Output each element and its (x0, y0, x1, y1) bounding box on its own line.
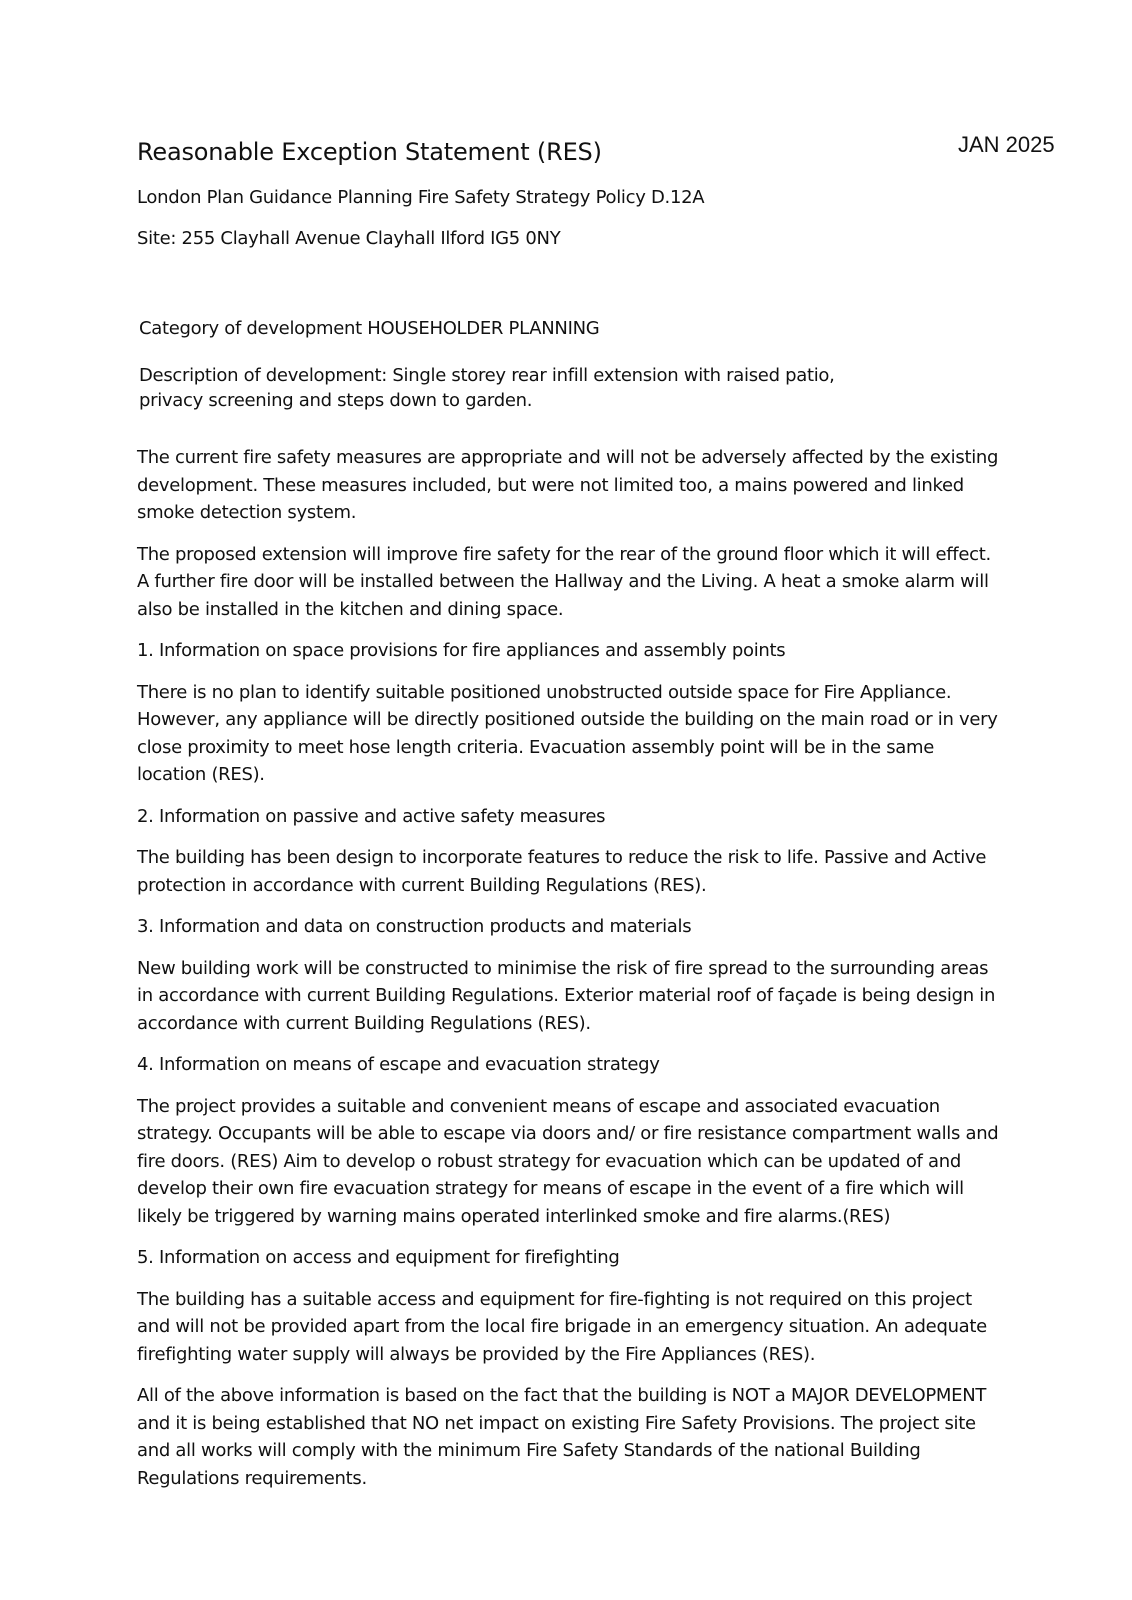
section-heading-5: 5. Information on access and equipment for firefighting (137, 1247, 620, 1268)
section-heading-2: 2. Information on passive and active safety measures (137, 805, 606, 827)
section-heading-1: 1. Information on space provisions for fire appliances and assembly points (137, 640, 786, 661)
development-description: Description of development: Single storey rear infill extension with raised patio, privacy screening and steps down to garden. (139, 365, 835, 411)
section-heading-4: 4. Information on means of escape and evacuation strategy (137, 1054, 660, 1075)
section-body-3: New building work will be constructed to minimise the risk of fire spread to the surrounding areas in accordance with current Building Regulations. Exterior material roof of façade is being design in accordance with current Building Regulations (RES). (137, 957, 996, 1034)
section-heading-3: 3. Information and data on construction products and materials (137, 916, 692, 937)
document-title: Reasonable Exception Statement (RES) (137, 138, 602, 166)
paragraph-current-measures: The current fire safety measures are appropriate and will not be adversely affected by the existing development. These measures included, but were not limited too, a mains powered and linked smoke detection system. (137, 447, 999, 523)
paragraph-proposed-extension: The proposed extension will improve fire safety for the rear of the ground floor which it will effect. A further fire door will be installed between the Hallway and the Living. A heat a smoke alarm will also be installed in the kitchen and dining space. (137, 543, 991, 620)
section-body-2: The building has been design to incorporate features to reduce the risk to life. Passive and Active protection in accordance with current Building Regulations (RES). (137, 847, 987, 896)
section-body-4: The project provides a suitable and convenient means of escape and associated evacuation strategy. Occupants will be able to escape via doors and/ or fire resistance compartment walls and fire doors. (RES) Aim to develop o robust strategy for evacuation which can be updated of and develop their own fire evacuation strategy for means of escape in the event of a fire which will likely be triggered by warning mains operated interlinked smoke and fire alarms.(RES) (137, 1095, 999, 1227)
document-date: JAN 2025 (958, 132, 1055, 157)
paragraph-conclusion: All of the above information is based on the fact that the building is NOT a MAJOR DEVELOPMENT and it is being established that NO net impact on existing Fire Safety Provisions. The project site and all works will comply with the minimum Fire Safety Standards of the national Building Regulations requirements. (137, 1385, 987, 1489)
development-category: Category of development HOUSEHOLDER PLANNING (139, 318, 600, 339)
section-body-5: The building has a suitable access and equipment for fire-fighting is not required on this project and will not be provided apart from the local fire brigade in an emergency situation. An adequate firefighting water supply will always be provided by the Fire Appliances (RES). (137, 1288, 987, 1365)
site-address: Site: 255 Clayhall Avenue Clayhall Ilford IG5 0NY (137, 228, 561, 249)
section-body-1: There is no plan to identify suitable positioned unobstructed outside space for Fire Appliance. However, any appliance will be directly positioned outside the building on the main road or in very close proximity to meet hose length criteria. Evacuation assembly point will be in the same location (RES). (137, 681, 998, 785)
statement-body (137, 444, 1007, 1506)
policy-reference: London Plan Guidance Planning Fire Safety Strategy Policy D.12A (137, 187, 705, 208)
